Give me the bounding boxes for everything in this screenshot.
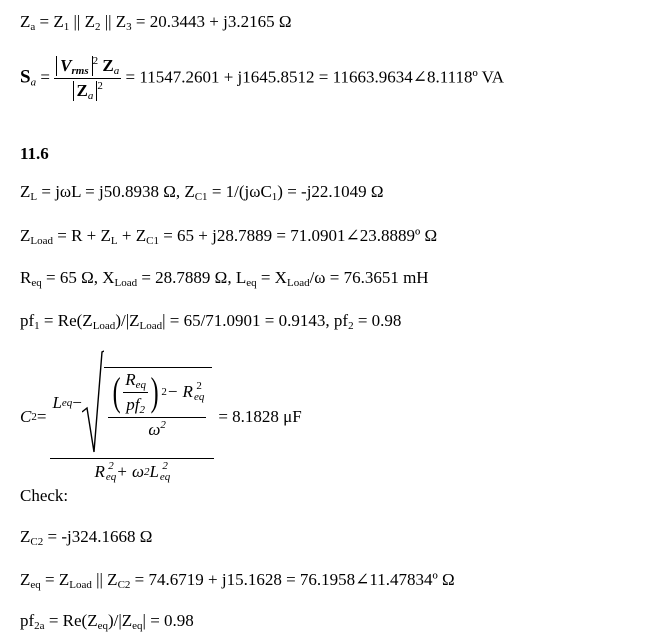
pf-symbol: pf <box>126 394 140 414</box>
z3-subscript: 3 <box>126 21 132 33</box>
pf-result: = 0.98 <box>353 311 402 330</box>
pf1-symbol: pf <box>20 311 35 330</box>
pf2a-subscript: 2a <box>34 620 45 632</box>
pf-text: )/|Z <box>115 311 140 330</box>
c1-subscript: 1 <box>271 191 278 203</box>
req-pf-numerator <box>123 370 148 392</box>
pf-text: = Re(Z <box>39 311 93 330</box>
pf2-subscript: 2 <box>348 320 354 332</box>
sa-equation <box>20 56 504 101</box>
right-paren: ) <box>150 369 159 414</box>
za-text: || Z <box>69 12 95 31</box>
zeq-subscript: eq <box>30 579 41 591</box>
den-r-symbol: R <box>94 462 105 481</box>
zload-equation <box>20 226 437 246</box>
zc2-subscript: C2 <box>117 579 131 591</box>
zload-subscript: Load <box>92 320 116 332</box>
leq-symbol: L <box>52 393 62 412</box>
za-text: || Z <box>100 12 127 31</box>
den-plus-omega: + ω <box>116 462 144 481</box>
zeq-text: || Z <box>91 570 118 589</box>
zc2-result: = -j324.1668 Ω <box>43 527 153 546</box>
pf2a-text: )/|Z <box>107 611 133 630</box>
r-subscript: eq <box>135 378 146 391</box>
den-r-scripts <box>106 461 116 483</box>
pf-text: | = 65/71.0901 = 0.9143, pf <box>162 311 349 330</box>
za-den-symbol: Z <box>76 81 88 100</box>
pf-subscript: 2 <box>139 403 145 416</box>
zeq-subscript: eq <box>132 620 143 632</box>
sa-subscript: a <box>30 76 37 89</box>
leq-subscript: eq <box>246 277 257 289</box>
zeq-result: = 74.6719 + j15.1628 = 76.1958∠11.47834º Ω <box>130 570 455 589</box>
req-pf-fraction <box>123 370 148 415</box>
za-symbol: Z <box>20 12 31 31</box>
sqrt-expression <box>82 350 212 456</box>
za-subscript: a <box>30 21 36 33</box>
c2-fraction <box>50 350 214 483</box>
vrms-square: 2 <box>92 55 99 67</box>
vrms-abs <box>56 56 92 76</box>
c2-symbol: C <box>20 406 32 426</box>
za-abs <box>73 81 98 101</box>
req-pf-denominator <box>123 392 148 415</box>
zc2-subscript: C2 <box>30 536 44 548</box>
inner-numerator: ( $\frac{R_{eq}}{pf_2}$ ) 2 − R 2 eq <box>112 369 205 416</box>
zl-result: ) = -j22.1049 Ω <box>277 182 384 201</box>
req-text: = 28.7889 Ω, L <box>137 268 247 287</box>
req-symbol: R <box>20 268 32 287</box>
pf2a-text: = Re(Z <box>44 611 98 630</box>
zc1-subscript: C1 <box>194 191 208 203</box>
r2-scripts <box>194 381 204 403</box>
c2-equals: = <box>36 406 47 426</box>
sa-fraction <box>54 56 121 101</box>
zload-subscript: Load <box>30 235 53 247</box>
omega-square: 2 <box>160 418 166 431</box>
zl-symbol: Z <box>20 182 31 201</box>
zload-text: = R + Z <box>53 226 111 245</box>
zl-subscript: L <box>110 235 118 247</box>
zload-text: + Z <box>117 226 147 245</box>
req-subscript: eq <box>31 277 42 289</box>
xload-subscript: Load <box>286 277 310 289</box>
r2-sub: eq <box>193 391 205 403</box>
den-l-symbol: L <box>149 462 159 481</box>
za-den-subscript: a <box>87 90 94 102</box>
zload-symbol: Z <box>20 226 31 245</box>
z1-subscript: 1 <box>63 21 70 33</box>
sqrt-sign-icon <box>82 350 104 456</box>
den-l-scripts <box>160 461 170 483</box>
pf2a-equation <box>20 611 194 631</box>
za-bold-subscript: a <box>113 65 120 77</box>
pf2a-symbol: pf <box>20 611 35 630</box>
pf-equation <box>20 311 401 331</box>
zeq-text: = Z <box>40 570 70 589</box>
left-paren: ( <box>112 369 121 414</box>
check-label: Check: <box>20 486 69 505</box>
sa-result: = 11547.2601 + j1645.8512 = 11663.9634∠8.1118º VA <box>121 67 505 87</box>
zl-text: = 1/(jωC <box>207 182 272 201</box>
den-r-sup: 2 <box>108 460 114 472</box>
req-equation <box>20 268 429 288</box>
omega-symbol: ω <box>148 419 161 439</box>
r2-sup: 2 <box>196 380 202 392</box>
zl-equation <box>20 182 384 202</box>
req-text: = X <box>256 268 287 287</box>
pf2a-result: | = 0.98 <box>142 611 194 630</box>
za-equation <box>20 12 291 32</box>
vrms-symbol: V <box>60 56 72 75</box>
req-text: = 65 Ω, X <box>41 268 115 287</box>
za-text: = Z <box>35 12 64 31</box>
zc2-symbol: Z <box>20 527 31 546</box>
za-result: = 20.3443 + j3.2165 Ω <box>131 12 292 31</box>
den-l-sub: eq <box>159 471 171 483</box>
zeq-subscript: eq <box>97 620 108 632</box>
zload-result: = 65 + j28.7889 = 71.0901∠23.8889º Ω <box>158 226 438 245</box>
zload-subscript: Load <box>69 579 92 591</box>
section-heading: 11.6 <box>20 144 49 163</box>
c2-equation: C 2 = L eq − ( $\frac{R_{eq}}{pf_2}$ ) 2 − R 2 eq $\omega^2$ R 2 eq + ω 2 L 2 eq = 8.1828 μF <box>20 350 302 483</box>
za-den-square: 2 <box>97 80 103 92</box>
zl-text: = jωL = j50.8938 Ω, Z <box>37 182 195 201</box>
c2-result: = 8.1828 μF <box>218 406 302 426</box>
z2-subscript: 2 <box>94 21 101 33</box>
c2-numerator: L eq − ( $\frac{R_{eq}}{pf_2}$ ) 2 − R 2 eq $\omega^2$ <box>50 350 214 458</box>
zeq-equation <box>20 570 455 590</box>
sa-numerator <box>54 56 121 78</box>
sa-equals: = <box>36 67 55 87</box>
req-result: /ω = 76.3651 mH <box>309 268 429 287</box>
zload-subscript: Load <box>139 320 163 332</box>
sa-symbol: S <box>20 66 31 88</box>
zeq-symbol: Z <box>20 570 31 589</box>
zc1-subscript: C1 <box>146 235 159 247</box>
r-symbol: R <box>125 369 136 389</box>
inner-denominator <box>108 417 206 440</box>
sqrt-body <box>104 367 212 440</box>
zc2-equation <box>20 527 152 547</box>
inner-fraction <box>108 370 206 440</box>
pf1-subscript: 1 <box>34 320 40 332</box>
sa-denominator <box>54 78 121 101</box>
xload-subscript: Load <box>114 277 138 289</box>
c2-denominator: R 2 eq + ω 2 L 2 eq <box>50 458 214 483</box>
minus-sign: − <box>72 393 82 412</box>
den-l-sup: 2 <box>162 460 168 472</box>
minus-r-squared: − R <box>166 382 193 401</box>
zl-subscript: L <box>30 191 38 203</box>
den-r-sub: eq <box>105 471 117 483</box>
vrms-subscript: rms <box>71 65 89 77</box>
za-bold-symbol: Z <box>102 56 114 75</box>
